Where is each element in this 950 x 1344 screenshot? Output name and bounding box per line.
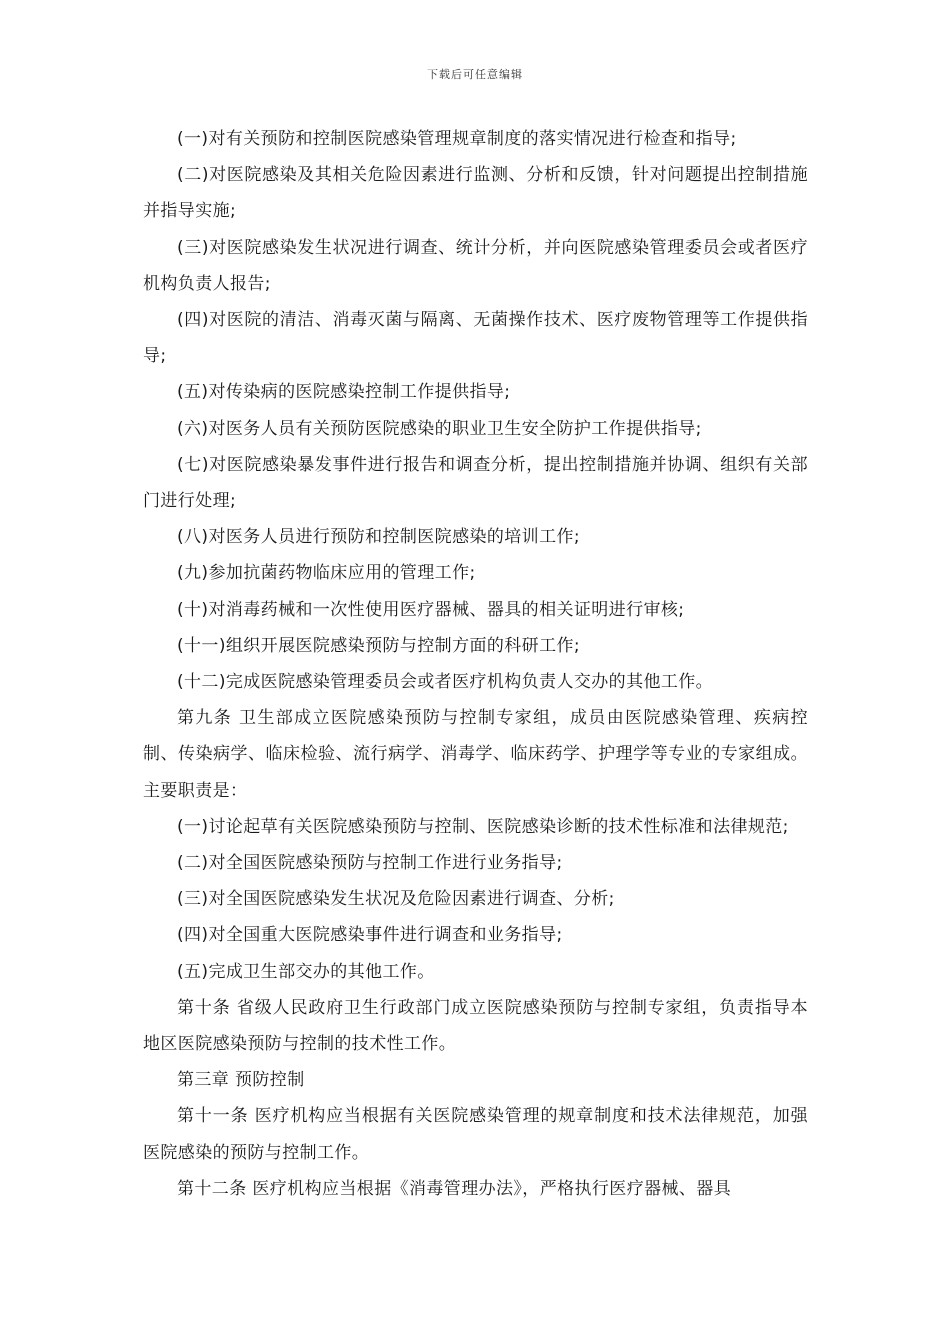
- document-body: [143, 121, 808, 1207]
- paragraph: (一)讨论起草有关医院感染预防与控制、医院感染诊断的技术性标准和法律规范;: [177, 816, 789, 837]
- paragraph: (六)对医务人员有关预防医院感染的职业卫生安全防护工作提供指导;: [177, 418, 702, 439]
- paragraph: (四)对全国重大医院感染事件进行调查和业务指导;: [177, 925, 563, 946]
- paragraph: (十一)组织开展医院感染预防与控制方面的科研工作;: [177, 635, 580, 656]
- paragraph: (三)对医院感染发生状况进行调查、统计分析，并向医院感染管理委员会或者医疗机构负责人报告;: [143, 237, 808, 294]
- paragraph: (五)完成卫生部交办的其他工作。: [177, 961, 435, 982]
- paragraph: (十)对消毒药械和一次性使用医疗器械、器具的相关证明进行审核;: [177, 599, 685, 620]
- chapter-heading: 第三章 预防控制: [177, 1070, 305, 1091]
- article-10-paragraph: 第十条 省级人民政府卫生行政部门成立医院感染预防与控制专家组，负责指导本地区医院感染预防与控制的技术性工作。: [143, 997, 808, 1055]
- paragraph: (十二)完成医院感染管理委员会或者医疗机构负责人交办的其他工作。: [177, 672, 714, 693]
- article-11-paragraph: 第十一条 医疗机构应当根据有关医院感染管理的规章制度和技术法律规范，加强医院感染的预防与控制工作。: [143, 1106, 808, 1163]
- paragraph: (三)对全国医院感染发生状况及危险因素进行调查、分析;: [177, 889, 615, 910]
- paragraph: (七)对医院感染暴发事件进行报告和调查分析，提出控制措施并协调、组织有关部门进行处理;: [143, 454, 808, 512]
- paragraph: (九)参加抗菌药物临床应用的管理工作;: [177, 563, 476, 584]
- article-12-paragraph: 第十二条 医疗机构应当根据《消毒管理办法》，严格执行医疗器械、器具: [177, 1178, 732, 1199]
- paragraph: (一)对有关预防和控制医院感染管理规章制度的落实情况进行检查和指导;: [177, 129, 737, 149]
- download-note: 下载后可任意编辑: [427, 68, 523, 81]
- paragraph: (五)对传染病的医院感染控制工作提供指导;: [177, 382, 511, 403]
- article-9-paragraph: 第九条 卫生部成立医院感染预防与控制专家组，成员由医院感染管理、疾病控制、传染病学、临床检验、流行病学、消毒学、临床药学、护理学等专业的专家组成。主要职责是：: [143, 708, 808, 801]
- paragraph: (二)对全国医院感染预防与控制工作进行业务指导;: [177, 853, 563, 874]
- paragraph: (八)对医务人员进行预防和控制医院感染的培训工作;: [177, 527, 580, 548]
- paragraph: (四)对医院的清洁、消毒灭菌与隔离、无菌操作技术、医疗废物管理等工作提供指导;: [143, 310, 808, 367]
- paragraph: (二)对医院感染及其相关危险因素进行监测、分析和反馈，针对问题提出控制措施并指导实施;: [143, 165, 808, 222]
